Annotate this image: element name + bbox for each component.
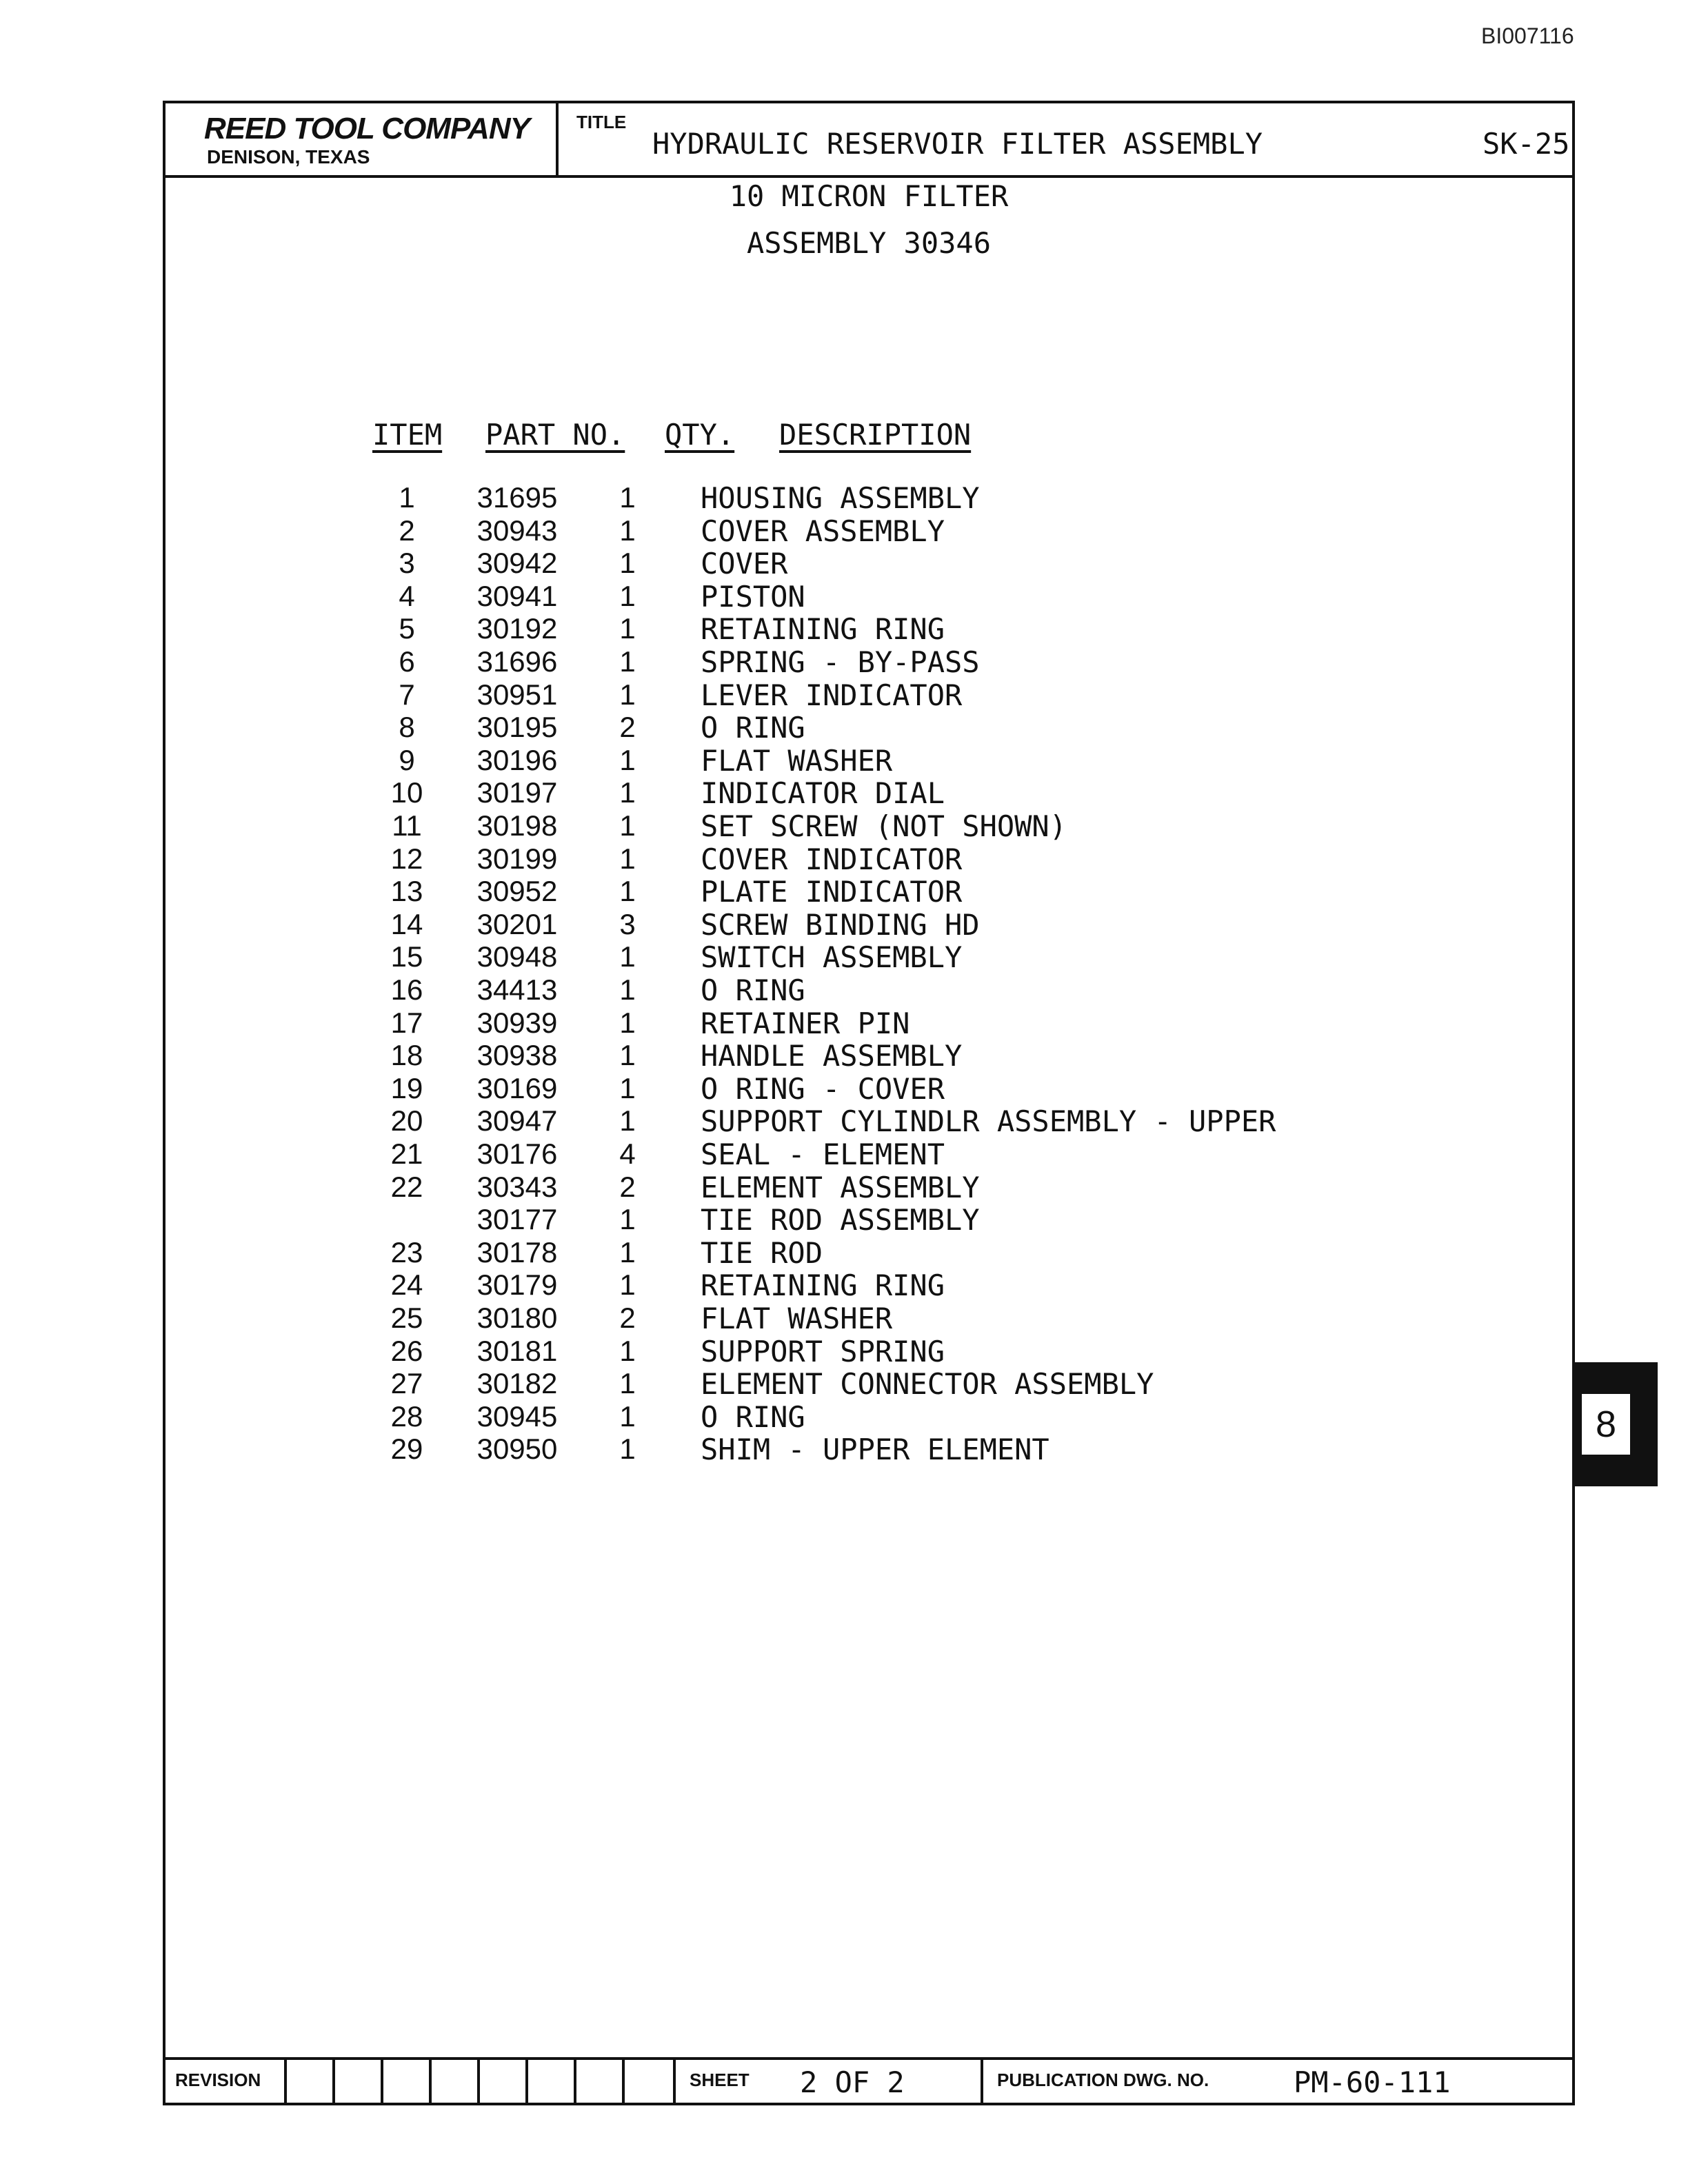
description: SET SCREW (NOT SHOWN) xyxy=(701,809,1067,843)
column-header-description: DESCRIPTION xyxy=(779,418,972,452)
quantity: 1 xyxy=(619,1433,636,1466)
part-number: 30947 xyxy=(476,1104,558,1138)
table-row xyxy=(372,1104,1407,1138)
item-number: 7 xyxy=(399,678,415,711)
table-row xyxy=(372,711,1407,744)
company-city: DENISON, TEXAS xyxy=(207,146,370,168)
description: HANDLE ASSEMBLY xyxy=(701,1039,963,1073)
item-number: 5 xyxy=(399,612,415,645)
table-row xyxy=(372,1203,1407,1236)
quantity: 1 xyxy=(619,1334,636,1367)
item-number: 18 xyxy=(390,1039,423,1072)
part-number: 30942 xyxy=(476,547,558,580)
table-row xyxy=(372,645,1407,678)
part-number: 30941 xyxy=(476,579,558,612)
description: COVER INDICATOR xyxy=(701,842,963,876)
table-row xyxy=(372,1007,1407,1040)
description: SPRING - BY-PASS xyxy=(701,645,980,679)
quantity: 1 xyxy=(619,579,636,612)
item-number: 22 xyxy=(390,1170,423,1203)
revision-label: REVISION xyxy=(175,2070,261,2090)
revision-box xyxy=(332,2060,383,2105)
drawing-frame xyxy=(163,101,1575,2105)
table-row xyxy=(372,514,1407,547)
part-number: 30196 xyxy=(476,743,558,776)
table-row xyxy=(372,547,1407,580)
description: SUPPORT CYLINDLR ASSEMBLY - UPPER xyxy=(701,1104,1276,1139)
quantity: 1 xyxy=(619,1039,636,1072)
table-row xyxy=(372,1335,1407,1368)
part-number: 30181 xyxy=(476,1334,558,1367)
item-number: 27 xyxy=(390,1367,423,1400)
description: LEVER INDICATOR xyxy=(701,678,963,712)
description: HOUSING ASSEMBLY xyxy=(701,481,980,515)
part-number: 30195 xyxy=(476,711,558,744)
publication-number: PM-60-111 xyxy=(1294,2065,1451,2099)
revision-box xyxy=(622,2060,673,2105)
description: RETAINER PIN xyxy=(701,1006,910,1040)
sheet-label: SHEET xyxy=(690,2070,750,2090)
part-number: 30343 xyxy=(476,1170,558,1203)
description: O RING xyxy=(701,711,805,745)
description: RETAINING RING xyxy=(701,612,945,647)
part-number: 30945 xyxy=(476,1399,558,1433)
description: PLATE INDICATOR xyxy=(701,875,963,909)
description: O RING xyxy=(701,1399,805,1434)
part-number: 30952 xyxy=(476,875,558,908)
quantity: 1 xyxy=(619,1203,636,1236)
publication-label: PUBLICATION DWG. NO. xyxy=(997,2070,1209,2090)
table-row xyxy=(372,940,1407,973)
quantity: 1 xyxy=(619,809,636,842)
table-row xyxy=(372,1236,1407,1269)
quantity: 1 xyxy=(619,514,636,547)
part-number: 30169 xyxy=(476,1071,558,1104)
part-number: 31696 xyxy=(476,645,558,678)
description: ELEMENT CONNECTOR ASSEMBLY xyxy=(701,1367,1154,1402)
item-number: 2 xyxy=(399,514,415,547)
part-number: 31695 xyxy=(476,481,558,514)
description: RETAINING RING xyxy=(701,1268,945,1303)
footer-divider xyxy=(981,2060,983,2105)
quantity: 1 xyxy=(619,776,636,809)
description: TIE ROD ASSEMBLY xyxy=(701,1203,980,1237)
part-number: 30182 xyxy=(476,1367,558,1400)
table-row xyxy=(372,1171,1407,1204)
item-number: 1 xyxy=(399,481,415,514)
table-row xyxy=(372,1138,1407,1171)
table-row xyxy=(372,580,1407,613)
description: SCREW BINDING HD xyxy=(701,907,980,942)
quantity: 1 xyxy=(619,1071,636,1104)
table-row xyxy=(372,1400,1407,1433)
document-id: BI007116 xyxy=(1481,23,1574,48)
table-row xyxy=(372,744,1407,777)
section-tab xyxy=(1572,1362,1658,1486)
column-header-part-no: PART NO. xyxy=(485,418,625,452)
quantity: 2 xyxy=(619,711,636,744)
part-number: 30951 xyxy=(476,678,558,711)
item-number: 9 xyxy=(399,743,415,776)
quantity: 1 xyxy=(619,743,636,776)
item-number: 13 xyxy=(390,875,423,908)
table-row xyxy=(372,776,1407,809)
quantity: 1 xyxy=(619,875,636,908)
part-number: 30950 xyxy=(476,1433,558,1466)
quantity: 1 xyxy=(619,481,636,514)
section-tab-number: 8 xyxy=(1582,1394,1630,1455)
description: O RING - COVER xyxy=(701,1071,945,1106)
quantity: 1 xyxy=(619,940,636,973)
part-number: 30192 xyxy=(476,612,558,645)
footer-block xyxy=(165,2057,1572,2105)
item-number: 19 xyxy=(390,1071,423,1104)
quantity: 1 xyxy=(619,645,636,678)
description: SWITCH ASSEMBLY xyxy=(701,940,963,975)
table-row xyxy=(372,1072,1407,1105)
footer-divider xyxy=(673,2060,676,2105)
item-number: 10 xyxy=(390,776,423,809)
description: INDICATOR DIAL xyxy=(701,776,945,811)
revision-box xyxy=(574,2060,625,2105)
item-number: 8 xyxy=(399,711,415,744)
subtitle-line-2: ASSEMBLY 30346 xyxy=(746,226,991,260)
description: O RING xyxy=(701,973,805,1007)
quantity: 1 xyxy=(619,1235,636,1268)
quantity: 1 xyxy=(619,612,636,645)
quantity: 1 xyxy=(619,1367,636,1400)
item-number: 21 xyxy=(390,1138,423,1170)
description: SHIM - UPPER ELEMENT xyxy=(701,1433,1049,1467)
description: PISTON xyxy=(701,579,805,614)
quantity: 2 xyxy=(619,1170,636,1203)
quantity: 1 xyxy=(619,973,636,1006)
part-number: 30179 xyxy=(476,1268,558,1302)
item-number: 23 xyxy=(390,1235,423,1268)
table-row xyxy=(372,481,1407,514)
description: COVER ASSEMBLY xyxy=(701,514,945,548)
description: COVER xyxy=(701,547,788,581)
title-block xyxy=(165,103,1572,178)
item-number: 25 xyxy=(390,1302,423,1334)
item-number: 14 xyxy=(390,907,423,940)
part-number: 30948 xyxy=(476,940,558,973)
table-row xyxy=(372,875,1407,908)
part-number: 30199 xyxy=(476,842,558,875)
part-number: 30938 xyxy=(476,1039,558,1072)
part-number: 30180 xyxy=(476,1302,558,1334)
title-label: TITLE xyxy=(576,112,627,132)
revision-box xyxy=(381,2060,432,2105)
item-number: 11 xyxy=(392,809,422,842)
table-row xyxy=(372,809,1407,842)
part-number: 30939 xyxy=(476,1006,558,1039)
description: FLAT WASHER xyxy=(701,743,893,778)
table-row xyxy=(372,1367,1407,1400)
sheet-value: 2 OF 2 xyxy=(800,2065,905,2099)
table-row xyxy=(372,908,1407,941)
item-number: 15 xyxy=(390,940,423,973)
quantity: 1 xyxy=(619,1268,636,1302)
quantity: 1 xyxy=(619,1104,636,1138)
item-number: 16 xyxy=(390,973,423,1006)
quantity: 2 xyxy=(619,1302,636,1334)
company-name: REED TOOL COMPANY xyxy=(204,112,530,145)
part-number: 30943 xyxy=(476,514,558,547)
table-row xyxy=(372,1433,1407,1466)
column-header-item: ITEM xyxy=(372,418,443,452)
quantity: 3 xyxy=(619,907,636,940)
item-number: 17 xyxy=(390,1006,423,1039)
revision-box xyxy=(477,2060,528,2105)
part-number: 34413 xyxy=(476,973,558,1006)
quantity: 1 xyxy=(619,547,636,580)
part-number: 30176 xyxy=(476,1138,558,1170)
quantity: 1 xyxy=(619,1399,636,1433)
column-header-qty: QTY. xyxy=(665,418,735,452)
description: SEAL - ELEMENT xyxy=(701,1138,945,1171)
part-number: 30198 xyxy=(476,809,558,842)
part-number: 30178 xyxy=(476,1235,558,1268)
quantity: 1 xyxy=(619,678,636,711)
item-number: 3 xyxy=(399,547,415,580)
item-number: 20 xyxy=(390,1104,423,1138)
revision-box xyxy=(429,2060,480,2105)
quantity: 4 xyxy=(619,1138,636,1170)
description: ELEMENT ASSEMBLY xyxy=(701,1170,980,1204)
table-row xyxy=(372,612,1407,645)
description: TIE ROD xyxy=(701,1235,823,1270)
table-row xyxy=(372,1268,1407,1302)
item-number: 29 xyxy=(390,1433,423,1466)
item-number: 26 xyxy=(390,1334,423,1367)
table-row xyxy=(372,1302,1407,1335)
item-number: 24 xyxy=(390,1268,423,1302)
table-row xyxy=(372,678,1407,711)
quantity: 1 xyxy=(619,1006,636,1039)
table-row xyxy=(372,1039,1407,1072)
table-row xyxy=(372,973,1407,1007)
sheet-code: SK-25 xyxy=(1483,127,1570,161)
company-cell xyxy=(165,103,559,175)
item-number: 4 xyxy=(399,579,415,612)
quantity: 1 xyxy=(619,842,636,875)
revision-box xyxy=(525,2060,576,2105)
part-number: 30197 xyxy=(476,776,558,809)
item-number: 28 xyxy=(390,1399,423,1433)
document-title: HYDRAULIC RESERVOIR FILTER ASSEMBLY xyxy=(652,127,1263,161)
description: SUPPORT SPRING xyxy=(701,1334,945,1368)
part-number: 30177 xyxy=(476,1203,558,1236)
subtitle-line-1: 10 MICRON FILTER xyxy=(729,179,1009,213)
item-number: 12 xyxy=(390,842,423,875)
item-number: 6 xyxy=(399,645,415,678)
part-number: 30201 xyxy=(476,907,558,940)
table-row xyxy=(372,842,1407,876)
description: FLAT WASHER xyxy=(701,1302,893,1335)
revision-box xyxy=(284,2060,335,2105)
